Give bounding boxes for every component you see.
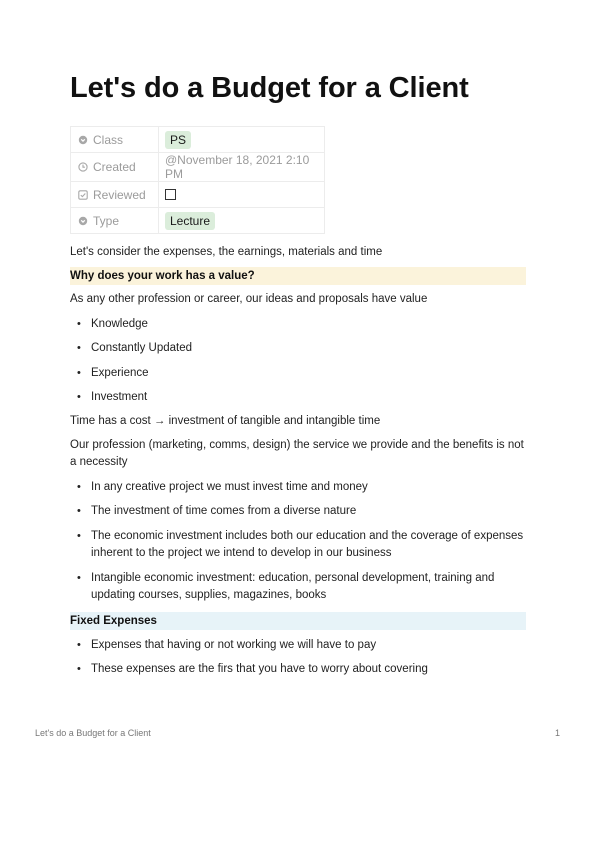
property-row-type [71,208,325,234]
page-number: 1 [555,728,561,738]
list-item: • Knowledge [77,318,148,330]
profession-text: Our profession (marketing, comms, design) the service we provide and the benefits is not a necessity [70,439,524,468]
callout-heading-text: Fixed Expenses [70,615,157,627]
list-item: • The investment of time comes from a diverse nature [77,505,357,517]
list-item: • In any creative project we must invest time and money [77,481,368,493]
page-title: Let's do a Budget for a Client [70,72,469,104]
footer-title: Let's do a Budget for a Client [35,728,151,738]
intro-text: Let's consider the expenses, the earnings, materials and time [70,246,383,258]
property-key [71,153,159,182]
property-value[interactable] [159,127,325,153]
callout-heading-value [70,267,526,285]
property-row-class [71,127,325,153]
property-value[interactable] [159,208,325,234]
select-icon [78,216,88,226]
reviewed-checkbox[interactable] [165,189,176,200]
property-value[interactable] [159,182,325,208]
list-item: • Investment [77,391,148,403]
paragraph-value: As any other profession or career, our ideas and proposals have value [70,293,428,305]
created-date: @November 18, 2021 2:10 PM [165,153,310,181]
property-label: Class [93,132,124,147]
checkbox-icon [78,190,88,200]
property-row-reviewed [71,182,325,208]
class-tag: PS [165,131,191,149]
property-key [71,127,159,153]
list-item: • Expenses that having or not working we will have to pay [77,639,377,651]
list-item: • The economic investment includes both our education and the coverage of expenses inherent to the project we intend to develop in our business [77,530,524,559]
select-icon [78,135,88,145]
list-item: • Constantly Updated [77,342,193,354]
property-key [71,208,159,234]
properties-table [70,126,325,234]
list-item: • These expenses are the firs that you have to worry about covering [77,663,428,675]
property-label: Type [93,213,120,228]
property-key [71,182,159,208]
list-item: • Intangible economic investment: education, personal development, training and updating courses, supplies, magazines, books [77,572,495,601]
type-tag: Lecture [165,212,215,230]
property-row-created [71,153,325,182]
clock-icon [78,162,88,172]
property-label: Reviewed [93,187,146,202]
property-label: Created [93,160,136,174]
callout-heading-text: Why does your work has a value? [70,270,255,282]
callout-heading-fixed [70,612,526,630]
time-cost-text: Time has a cost → investment of tangible and intangible time [70,415,381,427]
property-value[interactable] [159,153,325,182]
list-item: • Experience [77,367,149,379]
